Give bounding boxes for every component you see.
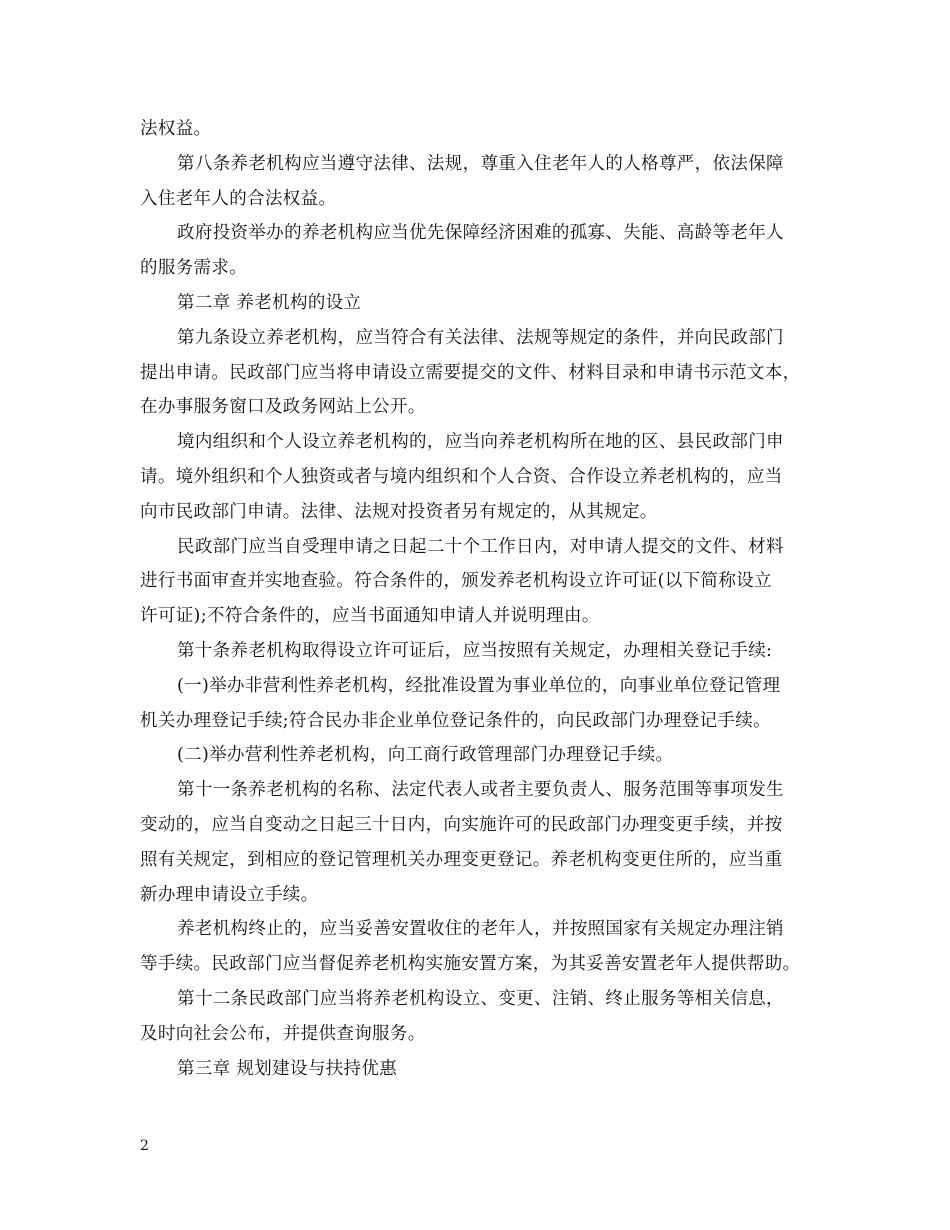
text-line: (二)举办营利性养老机构，向工商行政管理部门办理登记手续。 [177, 745, 674, 766]
text-line: (一)举办非营利性养老机构，经批准设置为事业单位的，向事业单位登记管理 [177, 675, 781, 696]
text-line: 请。境外组织和个人独资或者与境内组织和个人合资、合作设立养老机构的，应当 [140, 466, 783, 487]
text-line: 法权益。 [140, 119, 212, 139]
text-line: 新办理申请设立手续。 [140, 884, 319, 905]
text-line: 向市民政部门申请。法律、法规对投资者另有规定的，从其规定。 [140, 501, 658, 522]
text-line: 第三章 规划建设与扶持优惠 [177, 1058, 398, 1079]
text-line: 进行书面审查并实地查验。符合条件的，颁发养老机构设立许可证(以下简称设立 [140, 571, 772, 592]
text-line: 照有关规定，到相应的登记管理机关办理变更登记。养老机构变更住所的，应当重 [140, 849, 783, 870]
text-line: 等手续。民政部门应当督促养老机构实施安置方案，为其妥善安置老年人提供帮助。 [140, 954, 801, 975]
text-line: 境内组织和个人设立养老机构的，应当向养老机构所在地的区、县民政部门申 [177, 432, 784, 453]
text-line: 政府投资举办的养老机构应当优先保障经济困难的孤寡、失能、高龄等老年人 [177, 223, 784, 244]
document-body [140, 112, 820, 1086]
text-line: 第十条养老机构取得设立许可证后，应当按照有关规定，办理相关登记手续: [177, 640, 773, 661]
text-line: 民政部门应当自受理申请之日起二十个工作日内，对申请人提交的文件、材料 [177, 536, 784, 557]
text-line: 第十二条民政部门应当将养老机构设立、变更、注销、终止服务等相关信息， [177, 988, 784, 1009]
text-line: 第九条设立养老机构，应当符合有关法律、法规等规定的条件，并向民政部门 [177, 327, 784, 348]
text-line: 在办事服务窗口及政务网站上公开。 [140, 397, 426, 418]
text-line: 第八条养老机构应当遵守法律、法规，尊重入住老年人的人格尊严，依法保障 [177, 153, 784, 174]
page-number: 2 [140, 1138, 149, 1154]
text-line: 变动的，应当自变动之日起三十日内，向实施许可的民政部门办理变更手续，并按 [140, 814, 783, 835]
text-line: 及时向社会公布，并提供查询服务。 [140, 1023, 426, 1044]
text-line: 机关办理登记手续;符合民办非企业单位登记条件的，向民政部门办理登记手续。 [140, 710, 771, 731]
text-line: 养老机构终止的，应当妥善安置收住的老年人，并按照国家有关规定办理注销 [177, 919, 784, 940]
text-line: 入住老年人的合法权益。 [140, 188, 337, 209]
text-line: 第十一条养老机构的名称、法定代表人或者主要负责人、服务范围等事项发生 [177, 780, 784, 801]
text-line: 第二章 养老机构的设立 [177, 292, 362, 313]
text-line: 许可证);不符合条件的，应当书面通知申请人并说明理由。 [140, 606, 600, 627]
text-line: 提出申请。民政部门应当将申请设立需要提交的文件、材料目录和申请书示范文本， [140, 362, 801, 383]
text-line: 的服务需求。 [140, 258, 248, 279]
